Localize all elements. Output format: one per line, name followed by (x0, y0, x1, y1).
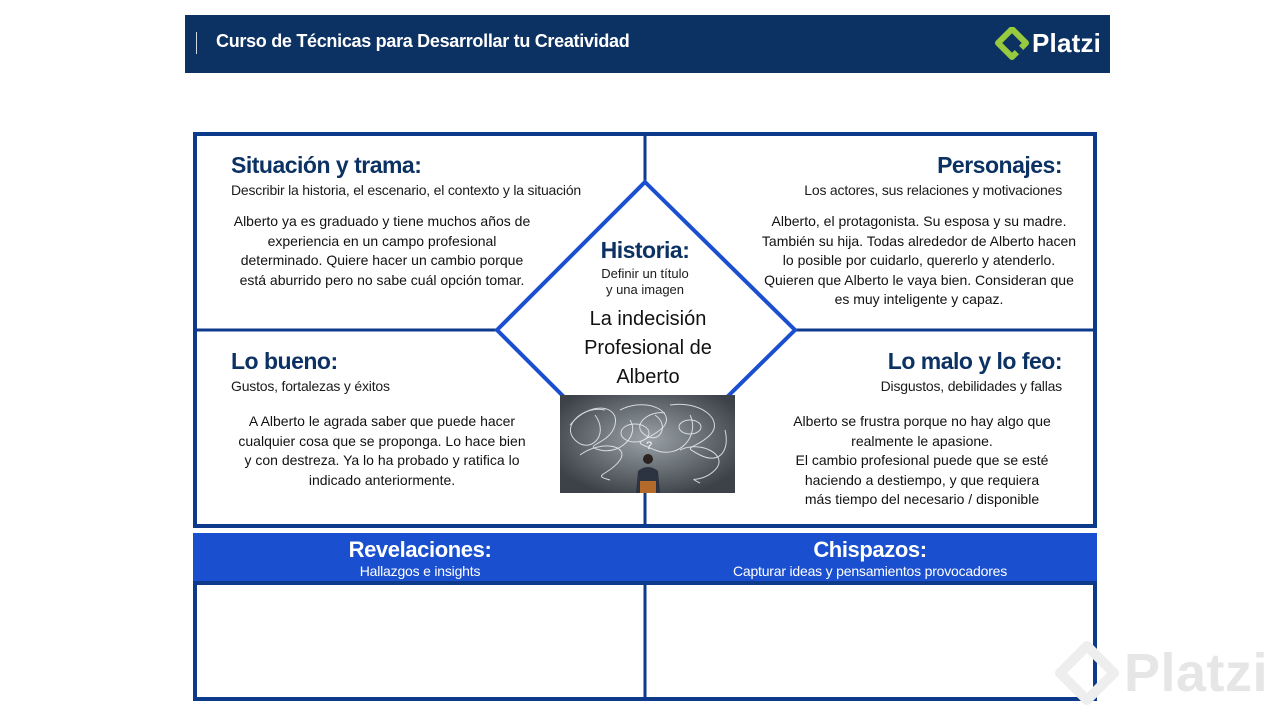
historia-story-title (548, 305, 748, 392)
bueno-body (212, 412, 552, 490)
situacion-line: experiencia en un campo profesional (267, 232, 497, 249)
story-image (560, 395, 735, 493)
story-line: Alberto (616, 366, 680, 388)
malo-line: El cambio profesional puede que se esté (795, 452, 1049, 468)
situacion-title: Situación y trama: (231, 152, 422, 178)
situacion-line: Alberto ya es graduado y tiene muchos años de (233, 213, 531, 229)
personajes-line: También su hija. Todas alrededor de Alberto hacen (761, 232, 1077, 249)
personajes-title: Personajes: (937, 152, 1062, 178)
bueno-line: A Alberto le agrada saber que puede hacer (248, 413, 516, 429)
bueno-line: indicado anteriormente. (308, 471, 456, 488)
personajes-line: es muy inteligente y capaz. (834, 291, 1004, 307)
bueno-title: Lo bueno: (231, 348, 338, 374)
personajes-line: lo posible por cuidarlo, quererlo y atenderlo. (782, 252, 1056, 268)
malo-line: más tiempo del necesario / disponible (804, 491, 1040, 507)
malo-line: Alberto se frustra porque no hay algo que (793, 413, 1051, 429)
malo-line: realmente le apasione. (851, 432, 993, 449)
platzi-logo-text: Platzi (1032, 28, 1102, 58)
bueno-line: cualquier cosa que se proponga. Lo hace bien (238, 432, 526, 449)
historia-subtitle-line: y una imagen (605, 282, 685, 297)
bueno-subtitle: Gustos, fortalezas y éxitos (231, 378, 390, 394)
situacion-line: determinado. Quiere hacer un cambio porque (240, 252, 524, 268)
malo-line: haciendo a destiempo, y que requiera (804, 471, 1040, 488)
malo-body (752, 412, 1092, 510)
historia-title: Historia: (600, 237, 690, 263)
platzi-watermark-icon (1052, 640, 1122, 710)
story-line: La indecisión (589, 308, 707, 330)
historia-subtitle-line: Definir un título (601, 266, 689, 281)
historia-subtitle (560, 266, 730, 298)
chispazos-subtitle: Capturar ideas y pensamientos provocadores (732, 563, 1008, 579)
situacion-line: está aburrido pero no sabe cuál opción tomar. (239, 271, 525, 288)
story-line: Profesional de (584, 337, 712, 359)
situacion-body (212, 212, 552, 290)
course-title: Curso de Técnicas para Desarrollar tu Creatividad (216, 31, 630, 51)
personajes-body (748, 212, 1090, 310)
situacion-subtitle: Describir la historia, el escenario, el contexto y la situación (231, 182, 582, 198)
personajes-line: Alberto, el protagonista. Su esposa y su madre. (771, 213, 1067, 229)
bueno-line: y con destreza. Ya lo ha probado y ratifica lo (244, 452, 520, 468)
malo-title: Lo malo y lo feo: (887, 348, 1062, 374)
chispazos-title: Chispazos: (813, 537, 927, 562)
revelaciones-title: Revelaciones: (348, 537, 492, 562)
malo-subtitle: Disgustos, debilidades y fallas (880, 378, 1062, 394)
personajes-line: Quieren que Alberto le vaya bien. Consideran que (764, 271, 1074, 288)
personajes-subtitle: Los actores, sus relaciones y motivaciones (804, 182, 1062, 198)
svg-text:?: ? (646, 440, 653, 452)
platzi-watermark-text: Platzi (1124, 643, 1269, 703)
platzi-watermark (1052, 640, 1269, 715)
revelaciones-subtitle: Hallazgos e insights (359, 563, 481, 579)
chalkboard-scribbles-illustration (560, 395, 735, 493)
